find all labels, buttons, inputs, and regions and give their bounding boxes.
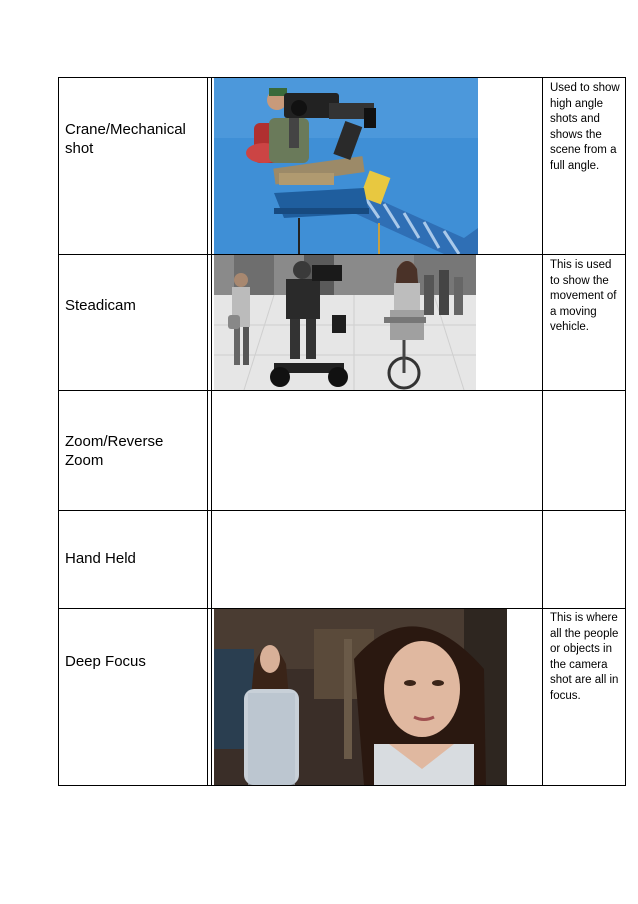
row-description-steadicam: This is used to show the movement of a moving vehicle. xyxy=(550,259,617,334)
row-divider xyxy=(58,390,626,391)
column-divider xyxy=(542,77,543,786)
deep-focus-film-still xyxy=(214,609,507,785)
camera-shots-table xyxy=(58,77,626,786)
table-border-right xyxy=(625,77,626,786)
row-divider xyxy=(58,510,626,511)
table-border-left xyxy=(58,77,59,786)
table-border-bottom xyxy=(58,785,626,786)
steadicam-segway-photo xyxy=(214,255,476,390)
row-description-crane: Used to show high angle shots and shows the scene from a full angle. xyxy=(550,82,620,172)
row-label-zoom: Zoom/Reverse Zoom xyxy=(65,433,164,469)
column-divider xyxy=(207,77,212,786)
row-label-deep-focus: Deep Focus xyxy=(65,653,146,670)
row-label-hand-held: Hand Held xyxy=(65,550,136,567)
row-label-crane: Crane/Mechanical shot xyxy=(65,121,186,157)
row-description-deep-focus: This is where all the people or objects in the camera shot are all in focus. xyxy=(550,612,619,702)
row-label-steadicam: Steadicam xyxy=(65,297,136,314)
crane-camera-photo xyxy=(214,78,478,254)
